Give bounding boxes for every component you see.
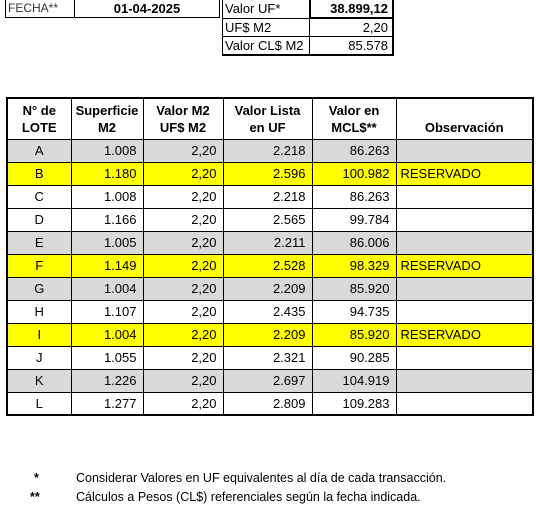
cell-observacion <box>396 208 533 231</box>
lots-table <box>6 97 534 416</box>
table-row <box>7 323 533 346</box>
cell-valor-lista: 2.809 <box>223 392 312 415</box>
cell-lote: D <box>7 208 71 231</box>
cell-valor-lista: 2.565 <box>223 208 312 231</box>
header-valor-en <box>312 98 396 139</box>
cell-observacion: RESERVADO <box>396 323 533 346</box>
footnote-text-1: Considerar Valores en UF equivalentes al día de cada transacción. <box>76 471 447 485</box>
cell-valor-clp: 104.919 <box>312 369 396 392</box>
cell-valor-m2: 2,20 <box>143 162 223 185</box>
header-valor-m2-line2: UF$ M2 <box>159 119 207 135</box>
header-valor-lista <box>223 98 312 139</box>
cell-valor-lista: 2.209 <box>223 323 312 346</box>
footnote-mark-2: ** <box>30 490 40 504</box>
cell-superficie: 1.008 <box>71 139 143 162</box>
cell-observacion <box>396 231 533 254</box>
cell-valor-m2: 2,20 <box>143 300 223 323</box>
fecha-label: FECHA** <box>8 1 59 15</box>
cell-valor-lista: 2.528 <box>223 254 312 277</box>
header-valor-m2 <box>143 98 223 139</box>
cell-superficie: 1.055 <box>71 346 143 369</box>
valor-clp-m2-label-cell <box>222 37 309 56</box>
lots-table-body <box>7 139 533 415</box>
cell-valor-m2: 2,20 <box>143 208 223 231</box>
valor-clp-m2-value-cell <box>309 37 394 56</box>
cell-observacion <box>396 139 533 162</box>
header-valor-lista-line2: en UF <box>249 119 286 135</box>
valor-uf-value: 38.899,12 <box>330 0 388 16</box>
cell-superficie: 1.004 <box>71 323 143 346</box>
uf-m2-label: UF$ M2 <box>225 20 272 35</box>
valor-clp-m2-value: 85.578 <box>348 38 388 53</box>
cell-valor-clp: 98.329 <box>312 254 396 277</box>
cell-observacion <box>396 392 533 415</box>
cell-observacion: RESERVADO <box>396 254 533 277</box>
header-lote-line2: LOTE <box>21 119 57 135</box>
cell-valor-m2: 2,20 <box>143 346 223 369</box>
table-row <box>7 185 533 208</box>
cell-valor-lista: 2.218 <box>223 185 312 208</box>
cell-lote: I <box>7 323 71 346</box>
header-lote-line1: N° de <box>22 102 56 118</box>
cell-valor-clp: 94.735 <box>312 300 396 323</box>
cell-observacion <box>396 346 533 369</box>
header-superficie-line1: Superficie <box>75 102 139 118</box>
table-row <box>7 254 533 277</box>
cell-valor-clp: 109.283 <box>312 392 396 415</box>
cell-valor-lista: 2.218 <box>223 139 312 162</box>
cell-valor-clp: 85.920 <box>312 277 396 300</box>
cell-observacion <box>396 277 533 300</box>
cell-valor-m2: 2,20 <box>143 392 223 415</box>
cell-observacion <box>396 300 533 323</box>
footnote-mark-1: * <box>34 471 39 485</box>
fecha-value-cell <box>74 0 220 18</box>
cell-lote: E <box>7 231 71 254</box>
cell-valor-m2: 2,20 <box>143 369 223 392</box>
header-observacion-label: Observación <box>424 119 504 135</box>
table-row <box>7 300 533 323</box>
cell-superficie: 1.277 <box>71 392 143 415</box>
cell-superficie: 1.004 <box>71 277 143 300</box>
header-observacion <box>396 98 533 139</box>
cell-lote: K <box>7 369 71 392</box>
cell-valor-m2: 2,20 <box>143 231 223 254</box>
cell-superficie: 1.180 <box>71 162 143 185</box>
valor-clp-m2-label: Valor CL$ M2 <box>225 38 304 53</box>
cell-valor-lista: 2.321 <box>223 346 312 369</box>
footnote-text-2: Cálculos a Pesos (CL$) referenciales según la fecha indicada. <box>76 490 421 504</box>
cell-observacion: RESERVADO <box>396 162 533 185</box>
header-valor-m2-line1: Valor M2 <box>156 102 210 118</box>
valor-uf-value-cell <box>309 0 394 19</box>
valor-uf-label-cell <box>222 0 309 19</box>
cell-lote: L <box>7 392 71 415</box>
fecha-value: 01-04-2025 <box>113 0 181 16</box>
cell-valor-m2: 2,20 <box>143 139 223 162</box>
cell-lote: B <box>7 162 71 185</box>
cell-valor-clp: 86.006 <box>312 231 396 254</box>
table-row <box>7 139 533 162</box>
cell-lote: A <box>7 139 71 162</box>
cell-lote: G <box>7 277 71 300</box>
cell-valor-clp: 86.263 <box>312 185 396 208</box>
cell-valor-clp: 85.920 <box>312 323 396 346</box>
cell-valor-clp: 100.982 <box>312 162 396 185</box>
header-superficie-line2: M2 <box>97 119 117 135</box>
fecha-label-cell <box>5 0 75 18</box>
cell-superficie: 1.149 <box>71 254 143 277</box>
header-superficie <box>71 98 143 139</box>
cell-valor-m2: 2,20 <box>143 323 223 346</box>
cell-valor-lista: 2.697 <box>223 369 312 392</box>
header-valor-en-line2: MCL$** <box>331 119 377 135</box>
uf-m2-value: 2,20 <box>362 20 388 35</box>
cell-valor-lista: 2.596 <box>223 162 312 185</box>
cell-valor-clp: 86.263 <box>312 139 396 162</box>
cell-valor-lista: 2.435 <box>223 300 312 323</box>
cell-superficie: 1.008 <box>71 185 143 208</box>
table-header-row <box>7 98 533 139</box>
table-row <box>7 369 533 392</box>
table-row <box>7 392 533 415</box>
cell-lote: H <box>7 300 71 323</box>
cell-valor-clp: 90.285 <box>312 346 396 369</box>
cell-valor-lista: 2.211 <box>223 231 312 254</box>
cell-valor-clp: 99.784 <box>312 208 396 231</box>
header-lote <box>7 98 71 139</box>
cell-observacion <box>396 369 533 392</box>
cell-superficie: 1.166 <box>71 208 143 231</box>
cell-valor-m2: 2,20 <box>143 277 223 300</box>
cell-valor-m2: 2,20 <box>143 185 223 208</box>
table-row <box>7 277 533 300</box>
cell-superficie: 1.005 <box>71 231 143 254</box>
table-row <box>7 231 533 254</box>
cell-lote: C <box>7 185 71 208</box>
valor-uf-label: Valor UF* <box>225 1 281 16</box>
uf-m2-value-cell <box>309 19 394 37</box>
table-row <box>7 162 533 185</box>
cell-lote: J <box>7 346 71 369</box>
cell-valor-m2: 2,20 <box>143 254 223 277</box>
uf-m2-label-cell <box>222 19 309 37</box>
cell-superficie: 1.226 <box>71 369 143 392</box>
cell-valor-lista: 2.209 <box>223 277 312 300</box>
header-valor-en-line1: Valor en <box>328 102 380 118</box>
table-row <box>7 208 533 231</box>
cell-observacion <box>396 185 533 208</box>
table-row <box>7 346 533 369</box>
cell-lote: F <box>7 254 71 277</box>
header-valor-lista-line1: Valor Lista <box>234 102 301 118</box>
cell-superficie: 1.107 <box>71 300 143 323</box>
